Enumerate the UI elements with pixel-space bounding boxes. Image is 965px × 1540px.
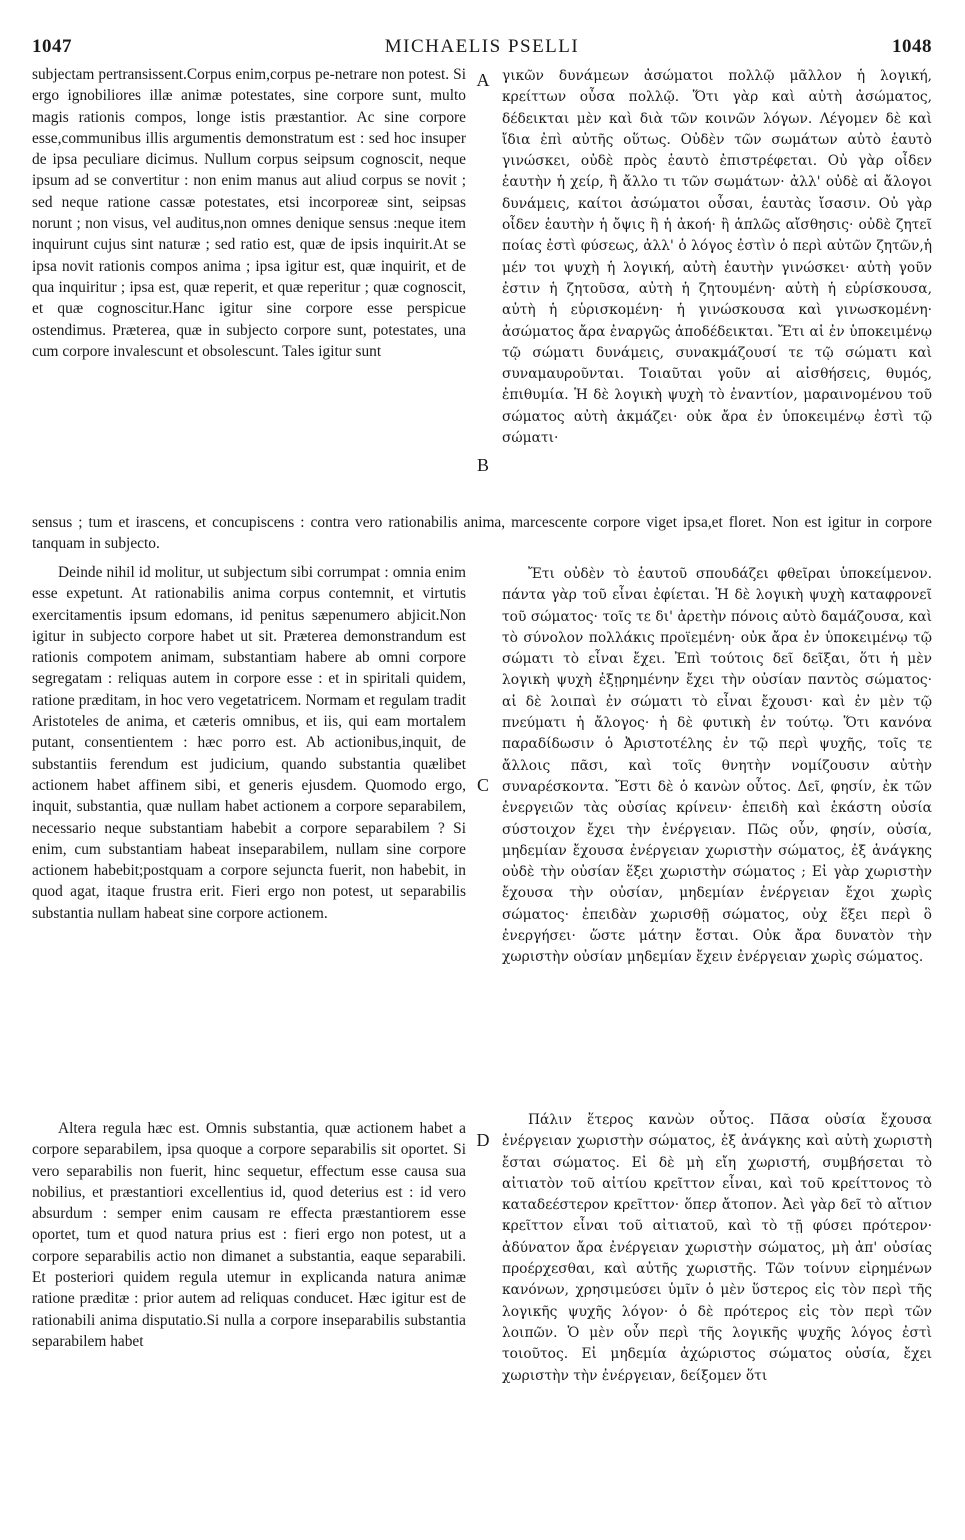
latin-paragraph: subjectam pertransissent.Corpus enim,corpus pe-netrare non potest. Si ergo ignobiliores illæ animæ potestates, sine corpore sunt, multo magis rationis compos, longe istis præstantior. Ac sine corpore esse,communibus illis argumentis demonstratum est : sed hoc insuper de ipsa peculiare dicimus. Nullum corpus seipsum cognoscit, neque ipsum ad se convertitur : non enim manus aut aliud corpus se novit ; sed neque ratione cassæ potestates, etsi incorporeæ sint, seipsas norunt ; non visus, vel auditus,non omnes denique sensus :neque item inquirunt cujus sint naturæ ; sed ratio est, quæ de ipsis inquirit.At se ipsa novit rationis compos anima ; ipsa igitur est, quæ inquirit, et de qua inquiritur ; ipsa est, quæ reperit, et quæ reperitur ; quæ cognoscit, et quæ cognoscitur.Hanc igitur sine corpore esse perspicue ostendimus. Præterea, quæ in subjecto corpore sunt, potestates, una cum corpore invalescunt et obsolescunt. Tales igitur sunt [32, 66, 466, 360]
margin-marker-d: D [476, 1130, 490, 1150]
greek-column-section-3 [502, 1110, 932, 1387]
greek-column-section-2 [502, 564, 932, 969]
margin-marker-c: C [476, 775, 489, 795]
margin-marker-a: A [476, 70, 490, 90]
greek-paragraph: Πάλιν ἕτερος κανὼν οὗτος. Πᾶσα οὐσία ἔχουσα ἐνέργειαν χωριστὴν σώματος, ἐξ ἀνάγκης καὶ αὐτὴ χωριστὴ ἔσται σώματος. Εἰ δὲ μὴ εἴη χωριστή, συμβήσεται τὸ αἰτιατὸν τοῦ αἰτίου κρεῖττον εἶναι, καὶ τοῦ κρείττονος τὸ καταδεέστερον κρεῖττον· ὅπερ ἄτοπον. Ἀεὶ γὰρ δεῖ τὸ αἴτιον κρεῖττον εἶναι τοῦ αἰτιατοῦ, καὶ τὸ τῇ φύσει πρότερον· ἀδύνατον ἄρα ἐνέργειαν χωριστὴν σώματος, μὴ ἀπ' οὐσίας προέρχεσθαι, καὶ αὐτῆς χωριστῆς. Τῶν τοίνυν εἰρημένων κανόνων, χρησιμεύσει ὑμῖν ὁ μὲν ὕστερος εἰς τὸν περὶ τῆς λογικῆς ψυχῆς λόγον· ὁ δὲ πρότερος εἰς τὸν περὶ τῶν λοιπῶν. Ὁ μὲν οὖν περὶ τῆς λογικῆς ψυχῆς λόγος ἐστὶ τοιοῦτος. Εἰ μηδεμία ἀχώριστος σώματος οὐσία, ἔχει χωριστὴν τὴν ἐνέργειαν, δείξομεν ὅτι [502, 1112, 932, 1384]
page-header [32, 36, 932, 58]
greek-paragraph: γικῶν δυνάμεων ἀσώματοι πολλῷ μᾶλλον ἡ λογική, κρείττων οὖσα πολλῷ. Ὅτι γὰρ καὶ αὐτὴ ἀσώματος, δέδεικται μὲν καὶ διὰ τῶν κοινῶν λόγων. Λέγομεν δὲ καὶ ἴδια ἐπὶ αὐτῆς οὕτως. Οὐδὲν τῶν σωμάτων αὐτὸ ἑαυτὸ γινώσκει, οὐδὲ πρὸς ἑαυτὸ ἐπιστρέφεται. Οὐ γὰρ οἶδεν ἑαυτὴν ἡ χείρ, ἢ ἄλλο τι τῶν σωμάτων· ἀλλ' οὐδὲ αἱ ἄλογοι δυνάμεις, καίτοι ἀσώματοι οὖσαι, ἑαυτὰς ἴσασιν. Οὐ γὰρ οἶδεν ἑαυτὴν ἡ ὄψις ἢ ἡ ἀκοή· ἢ ἁπλῶς αἴσθησις· οὐδὲ ζητεῖ ποίας ἐστὶ φύσεως, ἀλλ' ὁ λόγος ἐστὶν ὁ περὶ αὐτῶν ζητῶν,ἡ μέν τοι ψυχὴ ἡ λογική, αὐτὴ ἑαυτὴν γινώσκει· αὐτὴ γοῦν ἐστιν ἡ ζητοῦσα, αὐτὴ ἡ ζητουμένη· αὐτὴ ἡ εὑρίσκουσα, αὐτὴ ἡ εὑρισκομένη· ἡ γινώσκουσα καὶ γινωσκομένη· ἀσώματος ἄρα ἐναργῶς ἀποδέδεικται. Ἔτι αἱ ἐν ὑποκειμένῳ τῷ σώματι δυνάμεις, συνακμάζουσί τε τῷ σώματι καὶ συναμαυροῦνται. Τοιαῦται γοῦν αἱ αἰσθήσεις, θυμός, ἐπιθυμία. Ἡ δὲ λογικὴ ψυχὴ τὸ ἐναντίον, μαραινομένου τοῦ σώματος αὐτὴ ἀκμάζει· οὐκ ἄρα ἐν ὑποκειμένῳ ἐστὶ τῷ σώματι· [502, 68, 932, 447]
margin-marker-b: B [476, 455, 489, 475]
latin-paragraph: Altera regula hæc est. Omnis substantia, quæ actionem habet a corpore separabilem, ipsa quoque a corpore separabilis sit oportet. Si vero separabilis non fuerit, hinc sequetur, effectum esse causa sua nobilius, et præstantiori excellentius id, quod deterius est : id vero absurdum : semper enim causam re effecta præstantiorem esse oportet, tum et quod natura prius est : fieri ergo non potest, ut a corpore separabilis actio non dimanet a substantia, eaque separabili. Et posteriori quidem regula utemur in explicanda natura animæ ratione præditæ : prior autem ad reliquas conducet. Hæc igitur est de rationabili anima disputatio.Si nulla a corpore inseparabilis substantia separabilem habet [32, 1120, 466, 1350]
greek-column-section-1 [502, 66, 932, 449]
running-title: MICHAELIS PSELLI [384, 36, 580, 57]
latin-column-section-1 [32, 64, 466, 362]
right-page-number: 1048 [892, 36, 932, 57]
latin-column-section-3 [32, 1118, 466, 1352]
latin-paragraph: Deinde nihil id molitur, ut subjectum sibi corrumpat : omnia enim esse expetunt. At rationabilis anima corpus contemnit, et virtutis exercitamentis ipsum edomans, id penitus sæpenumero abjicit.Non igitur in subjecto corpore habet ut sit. Præterea demonstrandum est rationis compotem animam, substantiam habere ab omni corpore segregatam : reliquas autem in corpore esse : et in spiritali quidem, ratione præditam, in hoc vero vegetatricem. Normam et regulam tradit Aristoteles de anima, et cæteris omnibus, et iis, qui eam mortalem putant, consentientem : hæc porro est. Ab actionibus,inquit, de substantiis ferendum est judicium, quando substantia quælibet actionem habet affinem sibi, et generis ejusdem. Quomodo ergo, inquit, substantia, quæ nullam habet actionem a corpore separabilem, necessario neque substantiam habebit a corpore separabilem ? Si enim, cum substantiam habeat inseparabilem, nullam sine corpore actionem habebit;postquam a corpore sejuncta fuerit, non habebit, in quod agat, itaque frustra erit. Fieri ergo non potest, ut separabilis substantia nullam habeat sine corpore actionem. [32, 564, 466, 922]
left-page-number: 1047 [32, 36, 72, 57]
full-width-latin-line [32, 512, 932, 555]
latin-column-section-2 [32, 562, 466, 924]
bridge-paragraph: sensus ; tum et irascens, et concupiscens : contra vero rationabilis anima, marcescente corpore viget ipsa,et floret. Non est igitur in corpore tanquam in subjecto. [32, 514, 932, 553]
greek-paragraph: Ἔτι οὐδὲν τὸ ἑαυτοῦ σπουδάζει φθεῖραι ὑποκείμενον. πάντα γὰρ τοῦ εἶναι ἐφίεται. Ἡ δὲ λογικὴ ψυχὴ καταφρονεῖ τοῦ σώματος· τοῖς τε δι' ἀρετὴν πόνοις αὐτὸ δαμάζουσα, καὶ τὸ σύνολον πολλάκις προϊεμένη· οὐκ ἄρα ἐν ὑποκειμένῳ τῷ σώματι τὸ εἶναι ἔχει. Ἐπὶ τούτοις δεῖ δεῖξαι, ὅτι ἡ μὲν λογικὴ ψυχὴ ἐξῃρημένην ἔχει τὴν οὐσίαν παντὸς σώματος· αἱ δὲ λοιπαὶ ἐν σώματι τὸ εἶναι ἔχουσι· καὶ ἐν μὲν τῷ πνεύματι ἡ ἄλογος· ἡ δὲ φυτικὴ ἐν τούτῳ. Ὅτι κανόνα παραδίδωσιν ὁ Ἀριστοτέλης ἐν τῷ περὶ ψυχῆς, τοῖς τε ἄλλοις πᾶσι, καὶ τοῖς θνητὴν νομίζουσιν αὐτὴν συναρέσκοντα. Ἔστι δὲ ὁ κανὼν οὗτος. Δεῖ, φησίν, ἐκ τῶν ἐνεργειῶν τὰς οὐσίας κρίνειν· ἐπειδὴ καὶ ἑκάστη οὐσία σύστοιχον ἔχει τὴν ἐνέργειαν. Πῶς οὖν, φησίν, οὐσία, μηδεμίαν ἔχουσα ἐνέργειαν χωριστὴν σώματος, ἐξ ἀνάγκης οὐδὲ τὴν οὐσίαν ἕξει χωριστὴν σώματος ; Εἰ γὰρ χωριστὴν ἔχουσα τὴν οὐσίαν, μηδεμίαν ἐνέργειαν ἔχοι χωρὶς σώματος· ἐπειδὰν χωρισθῇ σώματος, οὐχ ἕξει περὶ ὃ ἐνεργήσει· ὥστε μάτην ἔσται. Οὐκ ἄρα δυνατὸν τὴν χωριστὴν οὐσίαν μηδεμίαν ἔχειν ἐνέργειαν χωρὶς σώματος. [502, 566, 932, 966]
